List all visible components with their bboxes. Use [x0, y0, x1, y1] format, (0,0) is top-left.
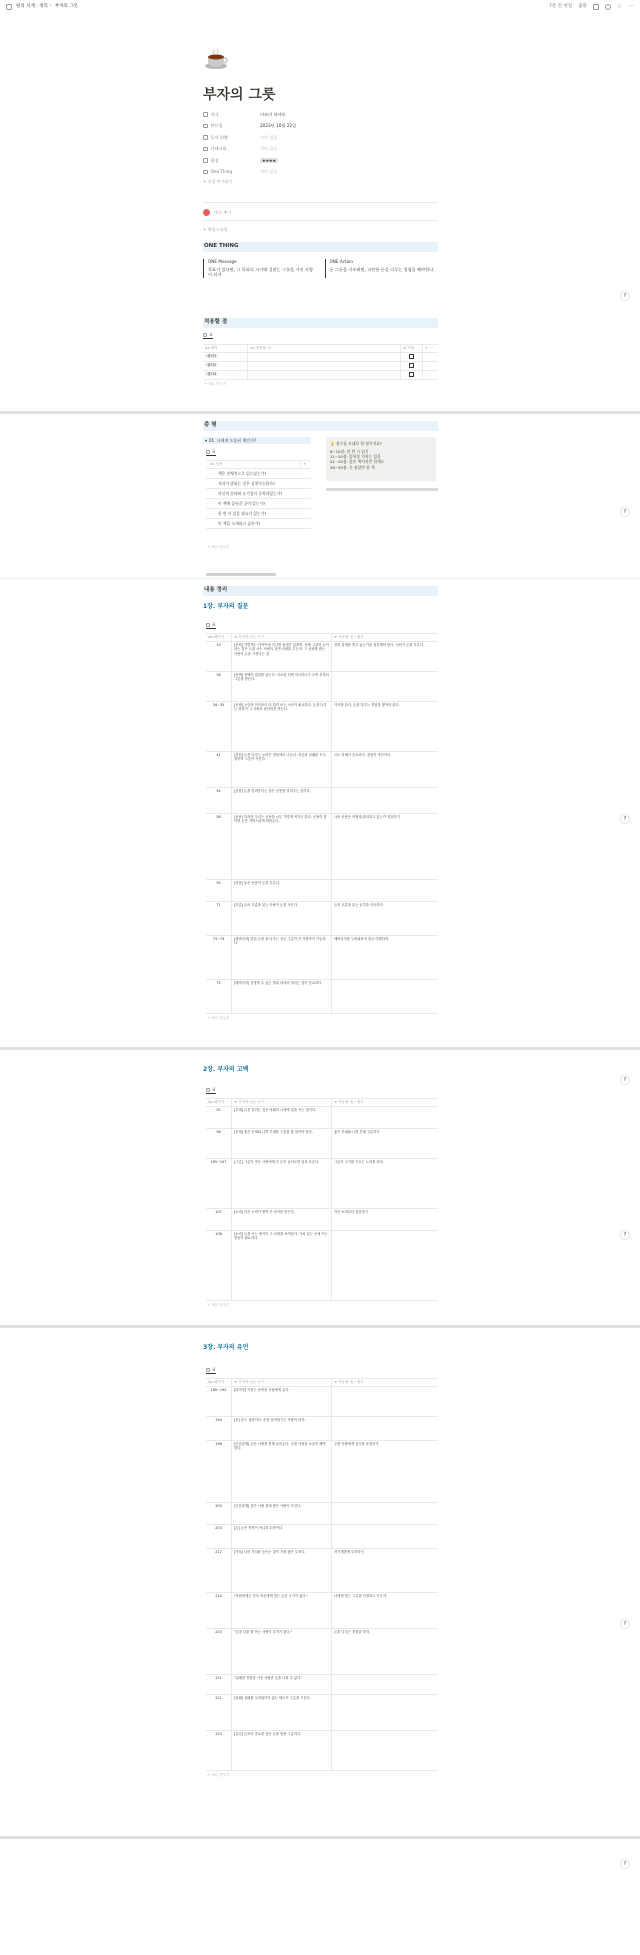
table-header: [206, 1379, 438, 1387]
chapter-tag[interactable]: 챕터3: [207, 372, 217, 376]
new-row-button[interactable]: + 새로 만들기: [207, 1016, 230, 1020]
table-view-tab[interactable]: [203, 332, 213, 339]
memo-cell[interactable]: 그릇의 크기를 키우는 노력을 하자.: [334, 1160, 384, 1164]
star-icon[interactable]: ☆: [616, 3, 623, 10]
select-icon: [203, 147, 208, 152]
quote-cell[interactable]: [그릇] 그릇이 작은 사람에게 큰 돈이 들어오면 넘쳐 흐른다.: [232, 1159, 332, 1208]
callout-title: 점수를 토대로 한 평가지표?: [335, 441, 382, 446]
table-row[interactable]: [206, 1209, 438, 1231]
table-view-tab[interactable]: [206, 1087, 216, 1094]
review-toggle[interactable]: [203, 437, 311, 444]
one-action-block[interactable]: [325, 259, 439, 278]
one-action-title: ONE Action: [329, 259, 354, 264]
table-row[interactable]: [206, 1675, 438, 1695]
section-divider: [0, 1325, 640, 1328]
list-item[interactable]: 책은 전체적으로 읽으셨는가?: [206, 469, 311, 479]
memo-cell[interactable]: 레버리지를 두려워하지 말고 이해하자.: [334, 937, 390, 941]
memo-cell[interactable]: [332, 1107, 438, 1128]
quote-cell[interactable]: [레버리지] 감당할 수 있는 범위 내에서 빌리는 것이 중요하다.: [232, 980, 332, 1013]
help-button[interactable]: ?: [621, 815, 629, 823]
page-cell[interactable]: 58: [206, 814, 232, 879]
one-message-title: ONE Message: [208, 259, 237, 264]
property-one-thing[interactable]: [203, 167, 438, 179]
page-cell[interactable]: 59: [206, 880, 232, 901]
quote-cell[interactable]: [인간관계] 돈은 사람을 통해 들어온다. 주변 사람을 소중히 해야 한다.: [232, 1441, 332, 1502]
property-created[interactable]: [203, 121, 438, 133]
page-cell[interactable]: 105~107: [206, 1159, 232, 1208]
table-row[interactable]: [206, 1231, 438, 1301]
table-row[interactable]: [206, 1731, 438, 1771]
calendar-icon: [203, 124, 208, 129]
column-header[interactable]: Aa 적용할 점: [248, 345, 401, 352]
one-thing-heading[interactable]: ONE THING: [203, 242, 438, 252]
section-divider: [0, 578, 640, 579]
one-message-block[interactable]: [203, 259, 317, 278]
clock-icon[interactable]: [605, 4, 611, 10]
page-cell[interactable]: 41: [206, 752, 232, 787]
status-icon: [203, 135, 208, 140]
page-cell[interactable]: 92: [206, 1107, 232, 1128]
view-label: 표: [212, 622, 216, 627]
quote-cell[interactable]: [운] 운도 실력이다. 운을 끌어당기는 사람이 되자.: [232, 1417, 332, 1440]
chapter-table: [206, 1378, 438, 1778]
column-header[interactable]: Aa 제목: [203, 345, 248, 352]
callout-line: 21~25점: 좋은 책이지만 한계도: [330, 459, 385, 465]
divider: [203, 202, 438, 203]
table-row[interactable]: [206, 702, 438, 752]
apply-cell[interactable]: [248, 371, 401, 379]
quote-cell[interactable]: [가치] 나의 가치를 높이는 것이 가장 좋은 투자다.: [232, 1549, 332, 1592]
avatar: [203, 209, 210, 216]
page-cell[interactable]: 26: [206, 672, 232, 701]
column-header[interactable]: ☑ 적용: [401, 345, 423, 352]
one-action-body: 돈 그릇을 키우려면, 고민한 돈을 다루는 경험을 해야한다.: [329, 266, 435, 272]
horizontal-scrollbar[interactable]: [206, 573, 276, 576]
memo-cell[interactable]: [332, 880, 438, 901]
page-cell[interactable]: 108: [206, 1231, 232, 1300]
quote-cell[interactable]: [타이밍] 기회는 준비된 사람에게 온다.: [232, 1387, 332, 1416]
score-callout: [326, 437, 436, 481]
column-header[interactable]: ≡ 적용할 점 / 메모: [334, 1100, 364, 1105]
memo-cell[interactable]: [332, 672, 438, 701]
select-icon: [203, 158, 208, 163]
apply-checkbox[interactable]: [409, 354, 414, 359]
new-row-button[interactable]: + 새로 만들기: [204, 382, 227, 386]
section-divider: [0, 1836, 640, 1839]
quote-cell[interactable]: "사람에게는 각자 자신에게 맞는 돈의 크기가 있다.": [232, 1593, 332, 1628]
memo-cell[interactable]: 돈의 흐름을 읽는 공부를 지속하자.: [334, 903, 384, 907]
table-row[interactable]: [206, 1417, 438, 1441]
property-status[interactable]: [203, 132, 438, 144]
apply-points-table: [203, 344, 438, 387]
more-icon[interactable]: ···: [628, 3, 634, 10]
column-header[interactable]: ≡ 적용할 점 / 메모: [334, 1380, 364, 1385]
page-cell[interactable]: 194: [206, 1417, 232, 1440]
page-cell[interactable]: 189~190: [206, 1387, 232, 1416]
list-item[interactable]: 자신의 분야와 유기성이 중복되었는가?: [206, 489, 311, 499]
breadcrumb: [6, 4, 78, 10]
add-comment-label: 댓글 추가: [214, 209, 232, 215]
review-heading[interactable]: 총 평: [203, 421, 438, 431]
column-header[interactable]: ≡ 적용할 점 / 메모: [334, 635, 364, 640]
quote-cell[interactable]: "실패한 경험을 가진 사람만 돈을 다룰 수 있다.": [232, 1675, 332, 1694]
apply-checkbox[interactable]: [409, 372, 414, 377]
table-row[interactable]: [206, 880, 438, 902]
page-cell[interactable]: 221: [206, 1675, 232, 1694]
table-header: [206, 634, 438, 642]
memo-cell[interactable]: [332, 788, 438, 813]
page-cell[interactable]: 223: [206, 1731, 232, 1770]
menu-icon[interactable]: [6, 4, 12, 10]
edited-time: 7분 전 편집: [549, 3, 573, 9]
page-cell[interactable]: 71: [206, 902, 232, 935]
memo-cell[interactable]: 시도 자체가 중요하다. 경험이 자산이다.: [334, 753, 392, 757]
content-heading[interactable]: 내용 정리: [203, 586, 438, 596]
page-cell[interactable]: 214: [206, 1593, 232, 1628]
column-header[interactable]: ≡ 기억에 남는 문구: [232, 634, 332, 641]
table-row[interactable]: [206, 1387, 438, 1417]
memo-cell[interactable]: [332, 980, 438, 1013]
memo-cell[interactable]: [332, 1675, 438, 1694]
page-cell[interactable]: 200: [206, 1503, 232, 1524]
breadcrumb-current[interactable]: 부자의 그릇: [54, 3, 79, 9]
table-row[interactable]: [206, 1593, 438, 1629]
chapter-table: [206, 633, 438, 1021]
memo-cell[interactable]: [332, 1231, 438, 1300]
quote-cell[interactable]: [경험] 돈을 다루는 능력은 경험에서 나온다. 성공과 실패를 모두 겪어야 그릇이 커진다.: [232, 752, 332, 787]
table-view-tab[interactable]: [206, 622, 216, 629]
table-row[interactable]: [203, 371, 438, 380]
chapter-table: [206, 1098, 438, 1308]
top-bar: [0, 0, 640, 14]
page-cell[interactable]: 107: [206, 1209, 232, 1230]
property-key: One Thing: [210, 169, 233, 175]
memo-cell[interactable]: 기억을 쓴다. 돈을 다루는 경험을 쌓아야 한다.: [334, 703, 400, 707]
quote-cell[interactable]: [신용] 돈을 빌려준다는 것은 신용을 빌려주는 것이다.: [232, 788, 332, 813]
property-key: 저자: [210, 111, 219, 117]
property-value[interactable]: 이즈미 마사토: [260, 111, 286, 117]
property-category[interactable]: [203, 144, 438, 156]
memo-cell[interactable]: 돈을 다루는 경험을 하자.: [334, 1630, 371, 1634]
rating-badge[interactable]: ★★★★: [262, 157, 276, 163]
breadcrumb-parent[interactable]: 편의 서재 : 정리 :: [16, 3, 51, 9]
memo-cell[interactable]: [332, 1525, 438, 1548]
quote-cell[interactable]: [인간관계] 좋은 사람 곁에 좋은 사람이 모인다.: [232, 1503, 332, 1524]
relation-icon: [203, 170, 208, 175]
list-item[interactable]: 한 번 더 읽을 필요가 있는가?: [206, 509, 311, 519]
callout-line: 26~30점: 꼭 권할만 한 책: [330, 464, 375, 470]
table-row[interactable]: [203, 353, 438, 362]
view-label: 표: [212, 449, 216, 454]
new-row-button[interactable]: + 새로 만들기: [207, 1303, 230, 1307]
lightbulb-icon: 💡: [330, 441, 336, 446]
table-icon: [206, 1088, 210, 1092]
table-row[interactable]: [206, 788, 438, 814]
column-header[interactable]: Aa 페이지: [206, 1099, 232, 1106]
quote-cell[interactable]: [흐름] 돈의 흐름을 읽는 사람이 돈을 모은다.: [232, 902, 332, 935]
table-icon: [203, 333, 207, 337]
memo-cell[interactable]: 주변 사람에게 감사를 표현하기: [334, 1442, 379, 1446]
chapter-tag[interactable]: 챕터2: [207, 363, 217, 367]
memo-cell[interactable]: [332, 1503, 438, 1524]
quote-cell[interactable]: [부채] 좋은 부채와 나쁜 부채를 구분할 줄 알아야 한다.: [232, 1129, 332, 1158]
property-author[interactable]: [203, 109, 438, 121]
share-button[interactable]: 공유: [578, 3, 587, 9]
page-cell[interactable]: 75: [206, 980, 232, 1013]
page-cell[interactable]: 220: [206, 1629, 232, 1674]
table-row[interactable]: [206, 1129, 438, 1159]
table-row[interactable]: [206, 1525, 438, 1549]
callout-line: 11~20점: 읽어볼 가치는 있음: [330, 454, 381, 460]
table-row[interactable]: [206, 672, 438, 702]
table-icon: [206, 1368, 210, 1372]
property-value[interactable]: 비어 있음: [260, 134, 278, 140]
chapter-tag[interactable]: 챕터1: [207, 354, 217, 358]
property-key: 카테고리: [210, 146, 227, 152]
page-cell[interactable]: 198: [206, 1441, 232, 1502]
quote-cell[interactable]: [유언] 돈보다 중요한 것은 돈을 담을 그릇이다.: [232, 1731, 332, 1770]
property-value[interactable]: 비어 있음: [260, 169, 278, 175]
property-key: 평점: [210, 157, 219, 163]
toggle-label: 01. 나에게 도움된 책인가?: [209, 438, 257, 443]
table-row[interactable]: [206, 1503, 438, 1525]
quote-cell[interactable]: [선택] 눈앞의 이익보다 더 멀리 보는 시선이 필요하다. 돈을 다루는 경험이 그 사람의 판단력을 만든다.: [232, 702, 332, 751]
quote-cell[interactable]: [레버리지] 빌린 돈을 잘 다루는 것은 그릇이 큰 사람만이 가능하다.: [232, 936, 332, 979]
page-title[interactable]: 부자의 그릇: [203, 87, 276, 103]
memo-cell[interactable]: 좋은 부채와 나쁜 부채 구분하기: [334, 1130, 380, 1134]
table-row[interactable]: [206, 1629, 438, 1675]
one-message-body: 목표가 있다면, 그 목표의 크기에 걸맞는 그릇을 가진 사람이 되자: [208, 266, 314, 278]
help-button[interactable]: ?: [621, 292, 629, 300]
page-cell[interactable]: 212: [206, 1549, 232, 1592]
coffee-cup-icon[interactable]: [203, 46, 229, 72]
table-icon: [206, 450, 210, 454]
quote-cell[interactable]: [신용] 높은 신용이 돈을 부른다.: [232, 880, 332, 901]
page-cell[interactable]: 221: [206, 1695, 232, 1730]
quote-cell[interactable]: [소비] 작은 소비가 쌓여 큰 차이를 만든다.: [232, 1209, 332, 1230]
list-item[interactable]: 저자가 말하는 것은 실천가능한가?: [206, 479, 311, 489]
memo-cell[interactable]: 신뢰 관계를 쌓고 있는가를 점검해야 한다. 신뢰가 돈을 부른다.: [334, 643, 425, 647]
memo-cell[interactable]: [332, 1695, 438, 1730]
memo-cell[interactable]: 자기계발에 투자하기: [334, 1550, 364, 1554]
table-row[interactable]: [206, 1107, 438, 1129]
memo-cell[interactable]: [332, 1731, 438, 1770]
table-row[interactable]: [203, 362, 438, 371]
table-view-tab[interactable]: [206, 449, 216, 456]
help-button[interactable]: ?: [621, 1076, 629, 1084]
column-header[interactable]: Aa 페이지: [206, 1379, 232, 1386]
help-button[interactable]: ?: [621, 508, 629, 516]
divider: [203, 220, 438, 221]
table-view-tab[interactable]: [206, 1367, 216, 1374]
quote-cell[interactable]: [부채] 돈을 빌리는 것은 미래의 나에게 빚을 지는 것이다.: [232, 1107, 332, 1128]
table-row[interactable]: [206, 980, 438, 1014]
table-row[interactable]: [206, 902, 438, 936]
add-column-button[interactable]: +: [303, 462, 307, 467]
table-row[interactable]: [206, 1159, 438, 1209]
backlinks-button[interactable]: + 백링크 0개: [203, 227, 227, 232]
properties-panel: [203, 109, 438, 184]
horizontal-scrollbar[interactable]: [326, 488, 438, 491]
page-cell[interactable]: 96: [206, 1129, 232, 1158]
quote-cell[interactable]: [돈] 돈은 목적이 아니라 수단이다.: [232, 1525, 332, 1548]
table-header: [203, 345, 438, 353]
memo-cell[interactable]: [332, 1387, 438, 1416]
table-row[interactable]: [206, 1549, 438, 1593]
memo-cell[interactable]: 작은 소비부터 점검하기: [334, 1210, 368, 1214]
quote-cell[interactable]: "돈을 다룰 줄 아는 사람이 부자가 된다.": [232, 1629, 332, 1674]
page-cell[interactable]: 34~35: [206, 702, 232, 751]
property-value[interactable]: 2023년 10월 22일: [260, 123, 297, 129]
quote-cell[interactable]: [실패] 실패를 두려워하지 않는 태도가 그릇을 키운다.: [232, 1695, 332, 1730]
view-label: 표: [212, 1367, 216, 1372]
apply-cell[interactable]: [248, 353, 401, 361]
property-value[interactable]: 비어 있음: [260, 146, 278, 152]
table-row[interactable]: [206, 1441, 438, 1503]
page-cell[interactable]: 54: [206, 788, 232, 813]
apply-checkbox[interactable]: [409, 363, 414, 368]
table-header: [206, 461, 311, 469]
apply-points-heading[interactable]: 적용할 점: [203, 318, 438, 328]
memo-cell[interactable]: [332, 1417, 438, 1440]
text-property-icon: [203, 112, 208, 117]
quote-cell[interactable]: [신뢰] 가볍게는 가까이에 지나면 좋대가 있을까. 진짜 그것이 돈이라는 것은 돈을 쓰는 사람이 과연 신뢰를 주는지. 그 신뢰를 받는 사람이 돈을 가진다는 것.: [232, 642, 332, 671]
table-row[interactable]: [206, 1695, 438, 1731]
table-row[interactable]: [206, 642, 438, 672]
page-cell[interactable]: 73~74: [206, 936, 232, 979]
help-button[interactable]: ?: [621, 1231, 629, 1239]
section-divider: [0, 411, 640, 414]
column-header[interactable]: Aa 항목: [206, 461, 301, 468]
help-button[interactable]: ?: [621, 1620, 629, 1628]
apply-cell[interactable]: [248, 362, 401, 370]
section-title[interactable]: 2장. 부자의 고백: [203, 1066, 249, 1073]
one-thing-columns: [203, 259, 438, 278]
quote-cell[interactable]: [신용] 하지만 우리는 신용을 너무 가볍게 여기곤 한다. 신용이 쌓이면 돈은 자연스럽게 따라온다.: [232, 814, 332, 879]
memo-cell[interactable]: 나의 신용은 어떻게 관리되고 있는가 점검하기: [334, 815, 400, 819]
toggle-arrow-icon[interactable]: ▾: [205, 438, 208, 443]
column-header[interactable]: ≡ 기억에 남는 문구: [232, 1099, 332, 1106]
section-divider: [0, 1047, 640, 1050]
property-key: 만든일: [210, 123, 223, 129]
add-comment[interactable]: [203, 209, 232, 216]
help-button[interactable]: ?: [621, 1860, 629, 1868]
property-key: 독서 현황: [210, 134, 229, 140]
comment-icon[interactable]: [593, 4, 599, 10]
column-header[interactable]: ≡ 기억에 남는 문구: [232, 1379, 332, 1386]
callout-line: 6~10점: 한 번 시 읽기: [330, 449, 369, 455]
new-row-button[interactable]: + 새로 만들기: [207, 1773, 230, 1777]
view-label: 표: [212, 1087, 216, 1092]
column-header[interactable]: Aa 페이지: [206, 634, 232, 641]
table-header: [206, 1099, 438, 1107]
quote-cell[interactable]: [소비] 돈을 쓰는 방식이 그 사람을 보여준다. 가치 있는 곳에 쓰는 연습이 필요하다.: [232, 1231, 332, 1300]
view-label: 표: [209, 332, 213, 337]
memo-cell[interactable]: 나에게 맞는 그릇을 인정하고 키우자.: [334, 1594, 388, 1598]
new-row-button[interactable]: + 새로 만들기: [207, 545, 230, 549]
review-table: [206, 460, 311, 550]
add-column-button[interactable]: + ···: [425, 346, 433, 351]
list-item[interactable]: 이 책에 돌아갈 공이 있는가?: [206, 499, 311, 509]
table-row[interactable]: [206, 752, 438, 788]
page-cell[interactable]: 19: [206, 642, 232, 671]
table-row[interactable]: [206, 936, 438, 980]
add-property-button[interactable]: + 속성 추가하기: [203, 179, 233, 184]
table-icon: [206, 623, 210, 627]
page-cell[interactable]: 203: [206, 1525, 232, 1548]
list-item[interactable]: 이 책을 소개하고 싶은가?: [206, 519, 311, 529]
property-rating[interactable]: [203, 155, 438, 167]
section-title[interactable]: 1장. 부자의 질문: [203, 603, 249, 610]
table-row[interactable]: [206, 814, 438, 880]
section-title[interactable]: 3장. 부자의 유언: [203, 1344, 249, 1351]
quote-cell[interactable]: [선택] 선택이 결과를 낳는다. 사소한 선택 하나하나가 모여 부자의 그릇을 만든다.: [232, 672, 332, 701]
